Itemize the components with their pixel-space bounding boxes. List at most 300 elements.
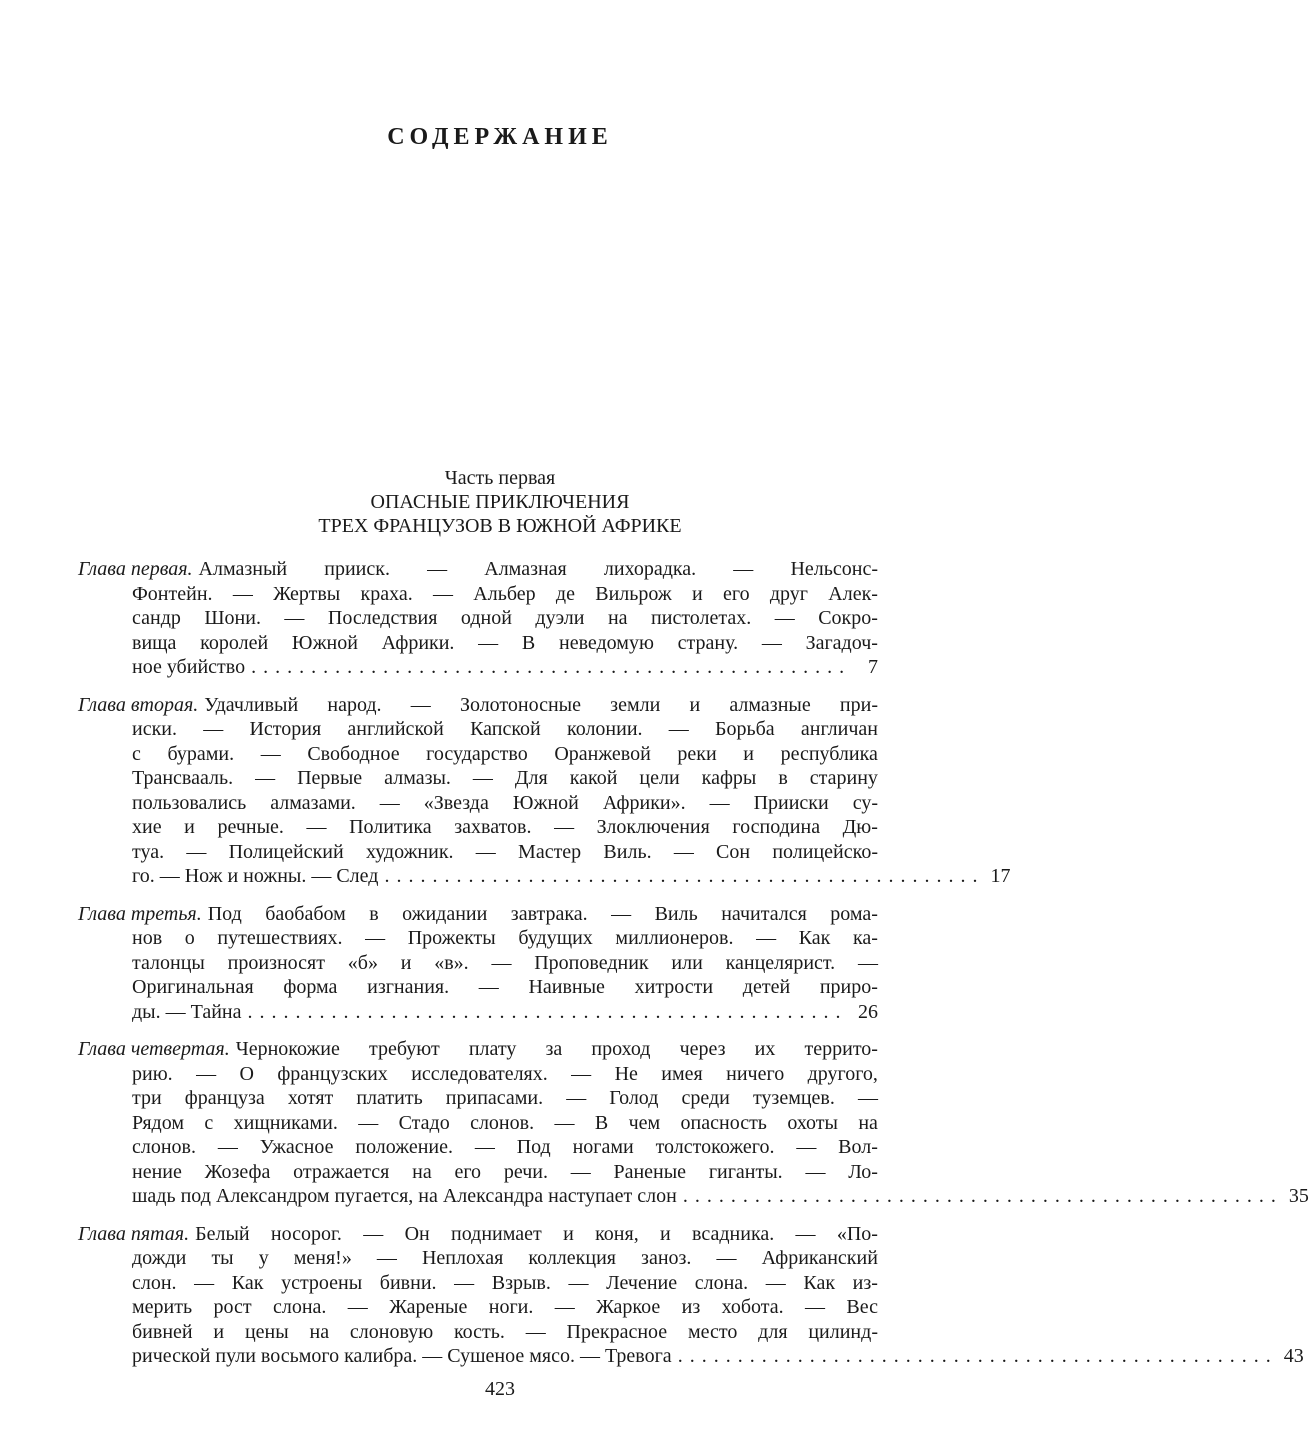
toc-word: захватов. bbox=[454, 816, 532, 838]
toc-word: слона. bbox=[272, 1296, 327, 1318]
toc-word: О bbox=[239, 1062, 254, 1085]
part-title-line-2: ТРЕХ ФРАНЦУЗОВ В ЮЖНОЙ АФРИКЕ bbox=[318, 515, 682, 537]
toc-word: Сон bbox=[716, 840, 751, 863]
toc-word: ожидании bbox=[402, 902, 488, 925]
toc-entry bbox=[78, 693, 1011, 889]
toc-line bbox=[78, 1111, 878, 1136]
toc-word: Прекрасное bbox=[566, 1320, 668, 1343]
toc-word: из bbox=[681, 1296, 701, 1318]
toc-word: Африки. bbox=[381, 631, 455, 654]
toc-word: земли bbox=[610, 693, 661, 716]
toc-word: Жозефа bbox=[204, 1160, 271, 1183]
toc-word: художник. bbox=[365, 840, 454, 863]
toc-word: баобабом bbox=[265, 902, 346, 925]
toc-word: — bbox=[491, 951, 512, 974]
toc-line bbox=[78, 840, 878, 865]
toc-word: или bbox=[671, 951, 703, 974]
toc-word: алмазами. bbox=[270, 791, 356, 814]
toc-line bbox=[78, 1135, 878, 1160]
part-title-line-1: ОПАСНЫЕ ПРИКЛЮЧЕНИЯ bbox=[370, 491, 630, 513]
toc-word: полицейско- bbox=[772, 840, 878, 863]
toc-word: — bbox=[804, 1296, 825, 1318]
chapter-label: Глава четвертая. bbox=[78, 1038, 230, 1060]
toc-word: алмазы. bbox=[384, 767, 451, 789]
toc-word: — bbox=[716, 1247, 737, 1269]
toc-word: ты bbox=[211, 1247, 234, 1269]
toc-word: из- bbox=[852, 1271, 878, 1294]
toc-line bbox=[78, 975, 878, 1000]
chapter-label: Глава третья. bbox=[78, 902, 202, 925]
toc-word: Наивные bbox=[528, 976, 605, 998]
toc-word: Рядом bbox=[132, 1111, 185, 1134]
toc-word: — bbox=[347, 1296, 368, 1318]
toc-word: — bbox=[379, 791, 400, 814]
toc-word: ка- bbox=[853, 927, 878, 949]
chapter-summary bbox=[199, 557, 878, 582]
toc-word: Вес bbox=[846, 1296, 878, 1318]
toc-word: Голод bbox=[609, 1087, 659, 1109]
toc-word: — bbox=[203, 718, 224, 740]
toc-word: де bbox=[555, 582, 575, 605]
toc-word: — bbox=[255, 767, 276, 789]
toc-word: — bbox=[709, 791, 730, 814]
page-number: 423 bbox=[485, 1378, 515, 1400]
toc-word: ничего bbox=[726, 1062, 785, 1085]
toc-word: канцелярист. bbox=[725, 951, 836, 974]
toc-word: реки bbox=[677, 742, 717, 765]
toc-word: Дю- bbox=[842, 816, 878, 838]
toc-word: В bbox=[594, 1111, 609, 1134]
toc-word: его bbox=[454, 1160, 482, 1183]
toc-word: у bbox=[258, 1247, 269, 1269]
toc-word: пользовались bbox=[132, 791, 247, 814]
toc-word: Алмазный bbox=[198, 558, 288, 580]
toc-line bbox=[78, 1062, 878, 1087]
toc-word: алмазные bbox=[729, 693, 811, 716]
toc-word: с bbox=[132, 742, 141, 765]
toc-word: Чернокожие bbox=[235, 1038, 340, 1060]
toc-word: их bbox=[754, 1038, 776, 1060]
toc-word: — bbox=[196, 1062, 217, 1085]
toc-word: Шони. bbox=[204, 607, 261, 629]
toc-word: Оригинальная bbox=[132, 976, 254, 998]
toc-word: хотят bbox=[287, 1087, 334, 1109]
toc-word: Борьба bbox=[715, 718, 775, 740]
toc-entry bbox=[78, 1037, 1309, 1209]
toc-word: произносят bbox=[227, 951, 325, 974]
toc-word: — bbox=[733, 558, 754, 580]
toc-line bbox=[78, 582, 878, 607]
toc-word: Оранжевой bbox=[554, 742, 651, 765]
dot-leader: . . . . . . . . . . . . . . . . . . . . . . . . . . . . . . . . . . . . . . . . . . . . . . . . . . bbox=[677, 1345, 1272, 1367]
toc-word: — bbox=[554, 1296, 575, 1318]
toc-word: Свободное bbox=[307, 742, 400, 765]
toc-word: требуют bbox=[369, 1038, 440, 1060]
toc-word: — bbox=[186, 840, 207, 863]
toc-word: коллекция bbox=[528, 1247, 616, 1269]
toc-page-number: 7 bbox=[868, 656, 878, 678]
toc-word: пистолетах. bbox=[651, 607, 752, 629]
toc-line bbox=[78, 1295, 878, 1320]
toc-word: и bbox=[563, 1222, 574, 1245]
toc-word: — bbox=[761, 631, 782, 654]
toc-word: Он bbox=[404, 1222, 430, 1245]
toc-word: Жертвы bbox=[273, 582, 341, 605]
toc-line bbox=[78, 1271, 878, 1296]
toc-word: Африканский bbox=[761, 1247, 878, 1269]
toc-word: Как bbox=[231, 1271, 264, 1294]
toc-word: Жаркое bbox=[596, 1296, 661, 1318]
toc-line bbox=[78, 1184, 1309, 1209]
toc-word: нение bbox=[132, 1160, 182, 1183]
toc-word: — bbox=[478, 631, 499, 654]
toc-word: Мастер bbox=[518, 840, 582, 863]
chapter-summary bbox=[236, 1037, 878, 1062]
toc-word: В bbox=[521, 631, 536, 654]
toc-word: бивней bbox=[132, 1320, 193, 1343]
toc-line bbox=[78, 926, 878, 951]
toc-word: «в». bbox=[434, 951, 469, 974]
toc-line bbox=[78, 655, 878, 680]
toc-word: — bbox=[217, 1136, 238, 1158]
toc-word: — bbox=[232, 582, 253, 605]
toc-word: слонов. bbox=[132, 1136, 197, 1158]
toc-word: на bbox=[412, 1160, 432, 1183]
toc-word: Ло- bbox=[848, 1160, 878, 1183]
toc-word: речи. bbox=[503, 1160, 548, 1183]
toc-word: носорог. bbox=[270, 1222, 342, 1245]
toc-word: бурами. bbox=[167, 742, 235, 765]
toc-word: Прииски bbox=[753, 791, 829, 814]
toc-word: Злоключения bbox=[596, 816, 710, 838]
toc-word: за bbox=[545, 1038, 563, 1060]
chapter-summary-end: ное убийство bbox=[132, 656, 246, 678]
toc-word: — bbox=[472, 767, 493, 789]
toc-word: туа. bbox=[132, 840, 165, 863]
toc-page-number: 35 bbox=[1288, 1185, 1309, 1207]
toc-word: о bbox=[184, 927, 195, 949]
toc-word: — bbox=[284, 607, 305, 629]
dot-leader: . . . . . . . . . . . . . . . . . . . . . . . . . . . . . . . . . . . . . . . . . . . . . . . . . . bbox=[251, 656, 846, 678]
chapter-summary bbox=[208, 902, 878, 927]
toc-word: Сокро- bbox=[818, 607, 878, 629]
toc-word: три bbox=[132, 1087, 162, 1109]
toc-line bbox=[78, 1160, 878, 1185]
dot-leader: . . . . . . . . . . . . . . . . . . . . . . . . . . . . . . . . . . . . . . . . . . . . . . . . . . bbox=[682, 1185, 1277, 1207]
toc-word: старину bbox=[809, 767, 878, 789]
toc-page-number: 26 bbox=[858, 1000, 878, 1023]
toc-word: Алмазная bbox=[484, 558, 567, 580]
toc-word: проход bbox=[591, 1038, 651, 1060]
toc-line bbox=[78, 631, 878, 656]
toc-word: француза bbox=[184, 1087, 265, 1109]
toc-word: государство bbox=[426, 742, 528, 765]
toc-word: Политика bbox=[349, 816, 432, 838]
chapter-label: Глава пятая. bbox=[78, 1222, 190, 1245]
toc-word: — bbox=[566, 1087, 587, 1109]
toc-word: Под bbox=[516, 1136, 551, 1158]
toc-word: прииск. bbox=[324, 558, 390, 580]
toc-word: форма bbox=[283, 976, 338, 998]
toc-word: гиганты. bbox=[708, 1160, 783, 1183]
chapter-summary bbox=[204, 693, 878, 718]
toc-word: имея bbox=[661, 1062, 703, 1085]
toc-word: его bbox=[723, 582, 750, 605]
toc-word: Виль. bbox=[603, 840, 652, 863]
toc-word: страну. bbox=[677, 631, 739, 654]
toc-word: — bbox=[474, 1136, 495, 1158]
toc-entry bbox=[78, 1222, 1304, 1369]
chapter-summary-end: го. — Нож и ножны. — След bbox=[132, 865, 379, 887]
chapter-label: Глава вторая. bbox=[78, 693, 199, 716]
toc-word: и bbox=[184, 816, 195, 838]
toc-word: при- bbox=[839, 693, 878, 716]
toc-word: слон. bbox=[132, 1271, 177, 1294]
toc-word: Фонтейн. bbox=[132, 582, 213, 605]
toc-word: Неплохая bbox=[421, 1247, 504, 1269]
toc-word: Африки». bbox=[602, 791, 686, 814]
toc-word: на bbox=[607, 607, 628, 629]
toc-word: Под bbox=[207, 902, 242, 925]
toc-line bbox=[78, 1086, 878, 1111]
toc-word: хитрости bbox=[634, 976, 714, 998]
toc-word: кость. bbox=[453, 1320, 505, 1343]
toc-word: хие bbox=[132, 816, 162, 838]
toc-word: — bbox=[475, 840, 496, 863]
toc-line bbox=[78, 1222, 878, 1247]
toc-word: рию. bbox=[132, 1062, 173, 1085]
toc-word: рома- bbox=[830, 902, 878, 925]
toc-word: платить bbox=[356, 1087, 423, 1109]
dot-leader: . . . . . . . . . . . . . . . . . . . . . . . . . . . . . . . . . . . . . . . . . . . . . . . . . . bbox=[247, 1000, 842, 1023]
toc-word: и bbox=[692, 582, 703, 605]
toc-word: неведомую bbox=[558, 631, 654, 654]
toc-word: краха. bbox=[360, 582, 413, 605]
toc-word: террито- bbox=[804, 1038, 878, 1060]
toc-word: положение. bbox=[355, 1136, 453, 1158]
toc-word: в bbox=[778, 767, 788, 789]
toc-word: Ужасное bbox=[259, 1136, 334, 1158]
toc-word: Альбер bbox=[473, 582, 536, 605]
toc-line bbox=[78, 815, 878, 840]
toc-word: Нельсонс- bbox=[790, 558, 878, 580]
toc-line bbox=[78, 1344, 1304, 1369]
toc-word: слона. bbox=[694, 1271, 749, 1294]
toc-word: чем bbox=[628, 1111, 661, 1134]
toc-word: заноз. bbox=[641, 1247, 692, 1269]
toc-word: дожди bbox=[132, 1247, 187, 1269]
toc-word: толстокожего. bbox=[655, 1136, 775, 1158]
chapter-summary-end: ды. — Тайна bbox=[132, 1000, 242, 1023]
toc-word: — bbox=[554, 816, 575, 838]
toc-word: Трансвааль. bbox=[132, 767, 234, 789]
toc-word: начитался bbox=[721, 902, 807, 925]
toc-word: какой bbox=[569, 767, 618, 789]
toc-word: охоты bbox=[787, 1111, 838, 1134]
toc-line bbox=[78, 902, 878, 927]
toc-word: Первые bbox=[297, 767, 363, 789]
toc-entry bbox=[78, 557, 878, 680]
toc-word: и bbox=[660, 1222, 671, 1245]
toc-word: поднимает bbox=[451, 1222, 542, 1245]
toc-word: одной bbox=[460, 607, 512, 629]
toc-word: Как bbox=[803, 1271, 836, 1294]
toc-word: — bbox=[857, 1087, 878, 1109]
toc-word: Лечение bbox=[606, 1271, 678, 1294]
toc-word: хищниками. bbox=[233, 1111, 338, 1134]
chapter-summary bbox=[195, 1222, 878, 1247]
toc-word: отражается bbox=[293, 1160, 390, 1183]
toc-word: — bbox=[765, 1271, 786, 1294]
toc-word: — bbox=[410, 693, 431, 716]
toc-word: — bbox=[805, 1160, 826, 1183]
toc-word: миллионеров. bbox=[615, 927, 734, 949]
chapter-summary-end: шадь под Александром пугается, на Александра наступает слон bbox=[132, 1185, 677, 1207]
toc-line bbox=[78, 864, 1011, 889]
toc-line bbox=[78, 717, 878, 742]
toc-word: для bbox=[758, 1320, 788, 1343]
toc-word: приро- bbox=[819, 976, 878, 998]
toc-word: цели bbox=[639, 767, 680, 789]
chapter-label: Глава первая. bbox=[78, 558, 193, 580]
toc-line bbox=[78, 557, 878, 582]
toc-word: коня, bbox=[595, 1222, 639, 1245]
toc-word: слоновую bbox=[349, 1320, 434, 1343]
toc-word: туземцев. bbox=[752, 1087, 835, 1109]
toc-word: Вильрож bbox=[595, 582, 672, 605]
toc-word: с bbox=[204, 1111, 214, 1134]
toc-word: — bbox=[433, 582, 454, 605]
toc-word: в bbox=[369, 902, 379, 925]
toc-word: Полицейский bbox=[228, 840, 344, 863]
toc-line bbox=[78, 1246, 878, 1271]
toc-word: — bbox=[478, 976, 499, 998]
toc-word: Раненые bbox=[613, 1160, 687, 1183]
toc-word: «б» bbox=[347, 951, 378, 974]
toc-word: Южной bbox=[291, 631, 358, 654]
toc-page-number: 43 bbox=[1283, 1345, 1304, 1367]
toc-word: талонцы bbox=[132, 951, 205, 974]
toc-word: вища bbox=[132, 631, 177, 654]
toc-word: и bbox=[400, 951, 412, 974]
toc-word: — bbox=[306, 816, 327, 838]
toc-word: Жареные bbox=[389, 1296, 468, 1318]
toc-word: дуэли bbox=[535, 607, 585, 629]
toc-word: — bbox=[795, 1222, 816, 1245]
toc-word: Виль bbox=[654, 902, 698, 925]
toc-line bbox=[78, 1320, 878, 1345]
toc-word: — bbox=[796, 1136, 817, 1158]
toc-line bbox=[78, 791, 878, 816]
toc-word: — bbox=[673, 840, 694, 863]
toc-word: «По- bbox=[836, 1222, 878, 1245]
part-label: Часть первая bbox=[444, 467, 556, 489]
toc-word: — bbox=[194, 1271, 215, 1294]
toc-word: меня!» bbox=[293, 1247, 352, 1269]
toc-entry bbox=[78, 902, 878, 1025]
toc-word: путешествиях. bbox=[217, 927, 343, 949]
toc-word: среди bbox=[681, 1087, 730, 1109]
table-of-contents bbox=[78, 557, 1309, 1382]
toc-word: кафры bbox=[701, 767, 757, 789]
toc-word: другого, bbox=[807, 1062, 878, 1085]
toc-page-number: 17 bbox=[990, 865, 1011, 887]
toc-word: Золотоносные bbox=[459, 693, 581, 716]
toc-line bbox=[78, 1000, 878, 1025]
toc-word: — bbox=[756, 927, 777, 949]
toc-word: — bbox=[376, 1247, 397, 1269]
toc-word: англичан bbox=[800, 718, 878, 740]
toc-line bbox=[78, 606, 878, 631]
toc-word: устроены bbox=[281, 1271, 363, 1294]
toc-line bbox=[78, 951, 878, 976]
toc-word: народ. bbox=[327, 693, 382, 716]
page-title: СОДЕРЖАНИЕ bbox=[387, 124, 613, 150]
toc-word: английской bbox=[347, 718, 444, 740]
toc-word: изгнания. bbox=[367, 976, 450, 998]
toc-word: друг bbox=[769, 582, 808, 605]
toc-word: — bbox=[260, 742, 281, 765]
toc-word: сандр bbox=[132, 607, 181, 629]
chapter-summary-end: рической пули восьмого калибра. — Сушеное мясо. — Тревога bbox=[132, 1345, 672, 1367]
toc-line bbox=[78, 693, 878, 718]
toc-word: детей bbox=[742, 976, 791, 998]
toc-word: французских bbox=[277, 1062, 388, 1085]
toc-word: Южной bbox=[512, 791, 579, 814]
toc-word: и bbox=[213, 1320, 225, 1343]
toc-word: бивни. bbox=[379, 1271, 437, 1294]
toc-word: через bbox=[679, 1038, 726, 1060]
toc-word: — bbox=[454, 1271, 475, 1294]
toc-word: иски. bbox=[132, 718, 177, 740]
toc-word: ногами bbox=[572, 1136, 634, 1158]
toc-word: — bbox=[365, 927, 386, 949]
toc-word: Стадо bbox=[398, 1111, 450, 1134]
toc-word: Удачливый bbox=[204, 693, 299, 716]
toc-line bbox=[78, 766, 878, 791]
toc-word: Не bbox=[614, 1062, 638, 1085]
toc-word: — bbox=[571, 1062, 592, 1085]
toc-word: Проповедник bbox=[534, 951, 649, 974]
toc-word: — bbox=[668, 718, 689, 740]
toc-word: Прожекты bbox=[407, 927, 496, 949]
toc-word: и bbox=[743, 742, 754, 765]
toc-word: — bbox=[570, 1160, 591, 1183]
toc-word: хобота. bbox=[721, 1296, 784, 1318]
toc-word: — bbox=[774, 607, 795, 629]
toc-word: лихорадка. bbox=[603, 558, 697, 580]
toc-word: ноги. bbox=[488, 1296, 534, 1318]
toc-word: — bbox=[568, 1271, 589, 1294]
toc-word: История bbox=[249, 718, 322, 740]
part-header bbox=[0, 466, 1000, 538]
toc-word: речные. bbox=[217, 816, 284, 838]
toc-word: Белый bbox=[195, 1222, 250, 1245]
toc-word: — bbox=[857, 951, 878, 974]
toc-word: королей bbox=[200, 631, 269, 654]
toc-word: рост bbox=[213, 1296, 252, 1318]
toc-word: на bbox=[858, 1111, 878, 1134]
toc-word: Для bbox=[514, 767, 548, 789]
toc-line bbox=[78, 742, 878, 767]
toc-word: Взрыв. bbox=[491, 1271, 551, 1294]
toc-word: место bbox=[687, 1320, 738, 1343]
toc-word: Алек- bbox=[828, 582, 878, 605]
toc-word: — bbox=[363, 1222, 384, 1245]
toc-word: цилинд- bbox=[808, 1320, 878, 1343]
toc-word: — bbox=[358, 1111, 379, 1134]
toc-word: су- bbox=[852, 791, 878, 814]
